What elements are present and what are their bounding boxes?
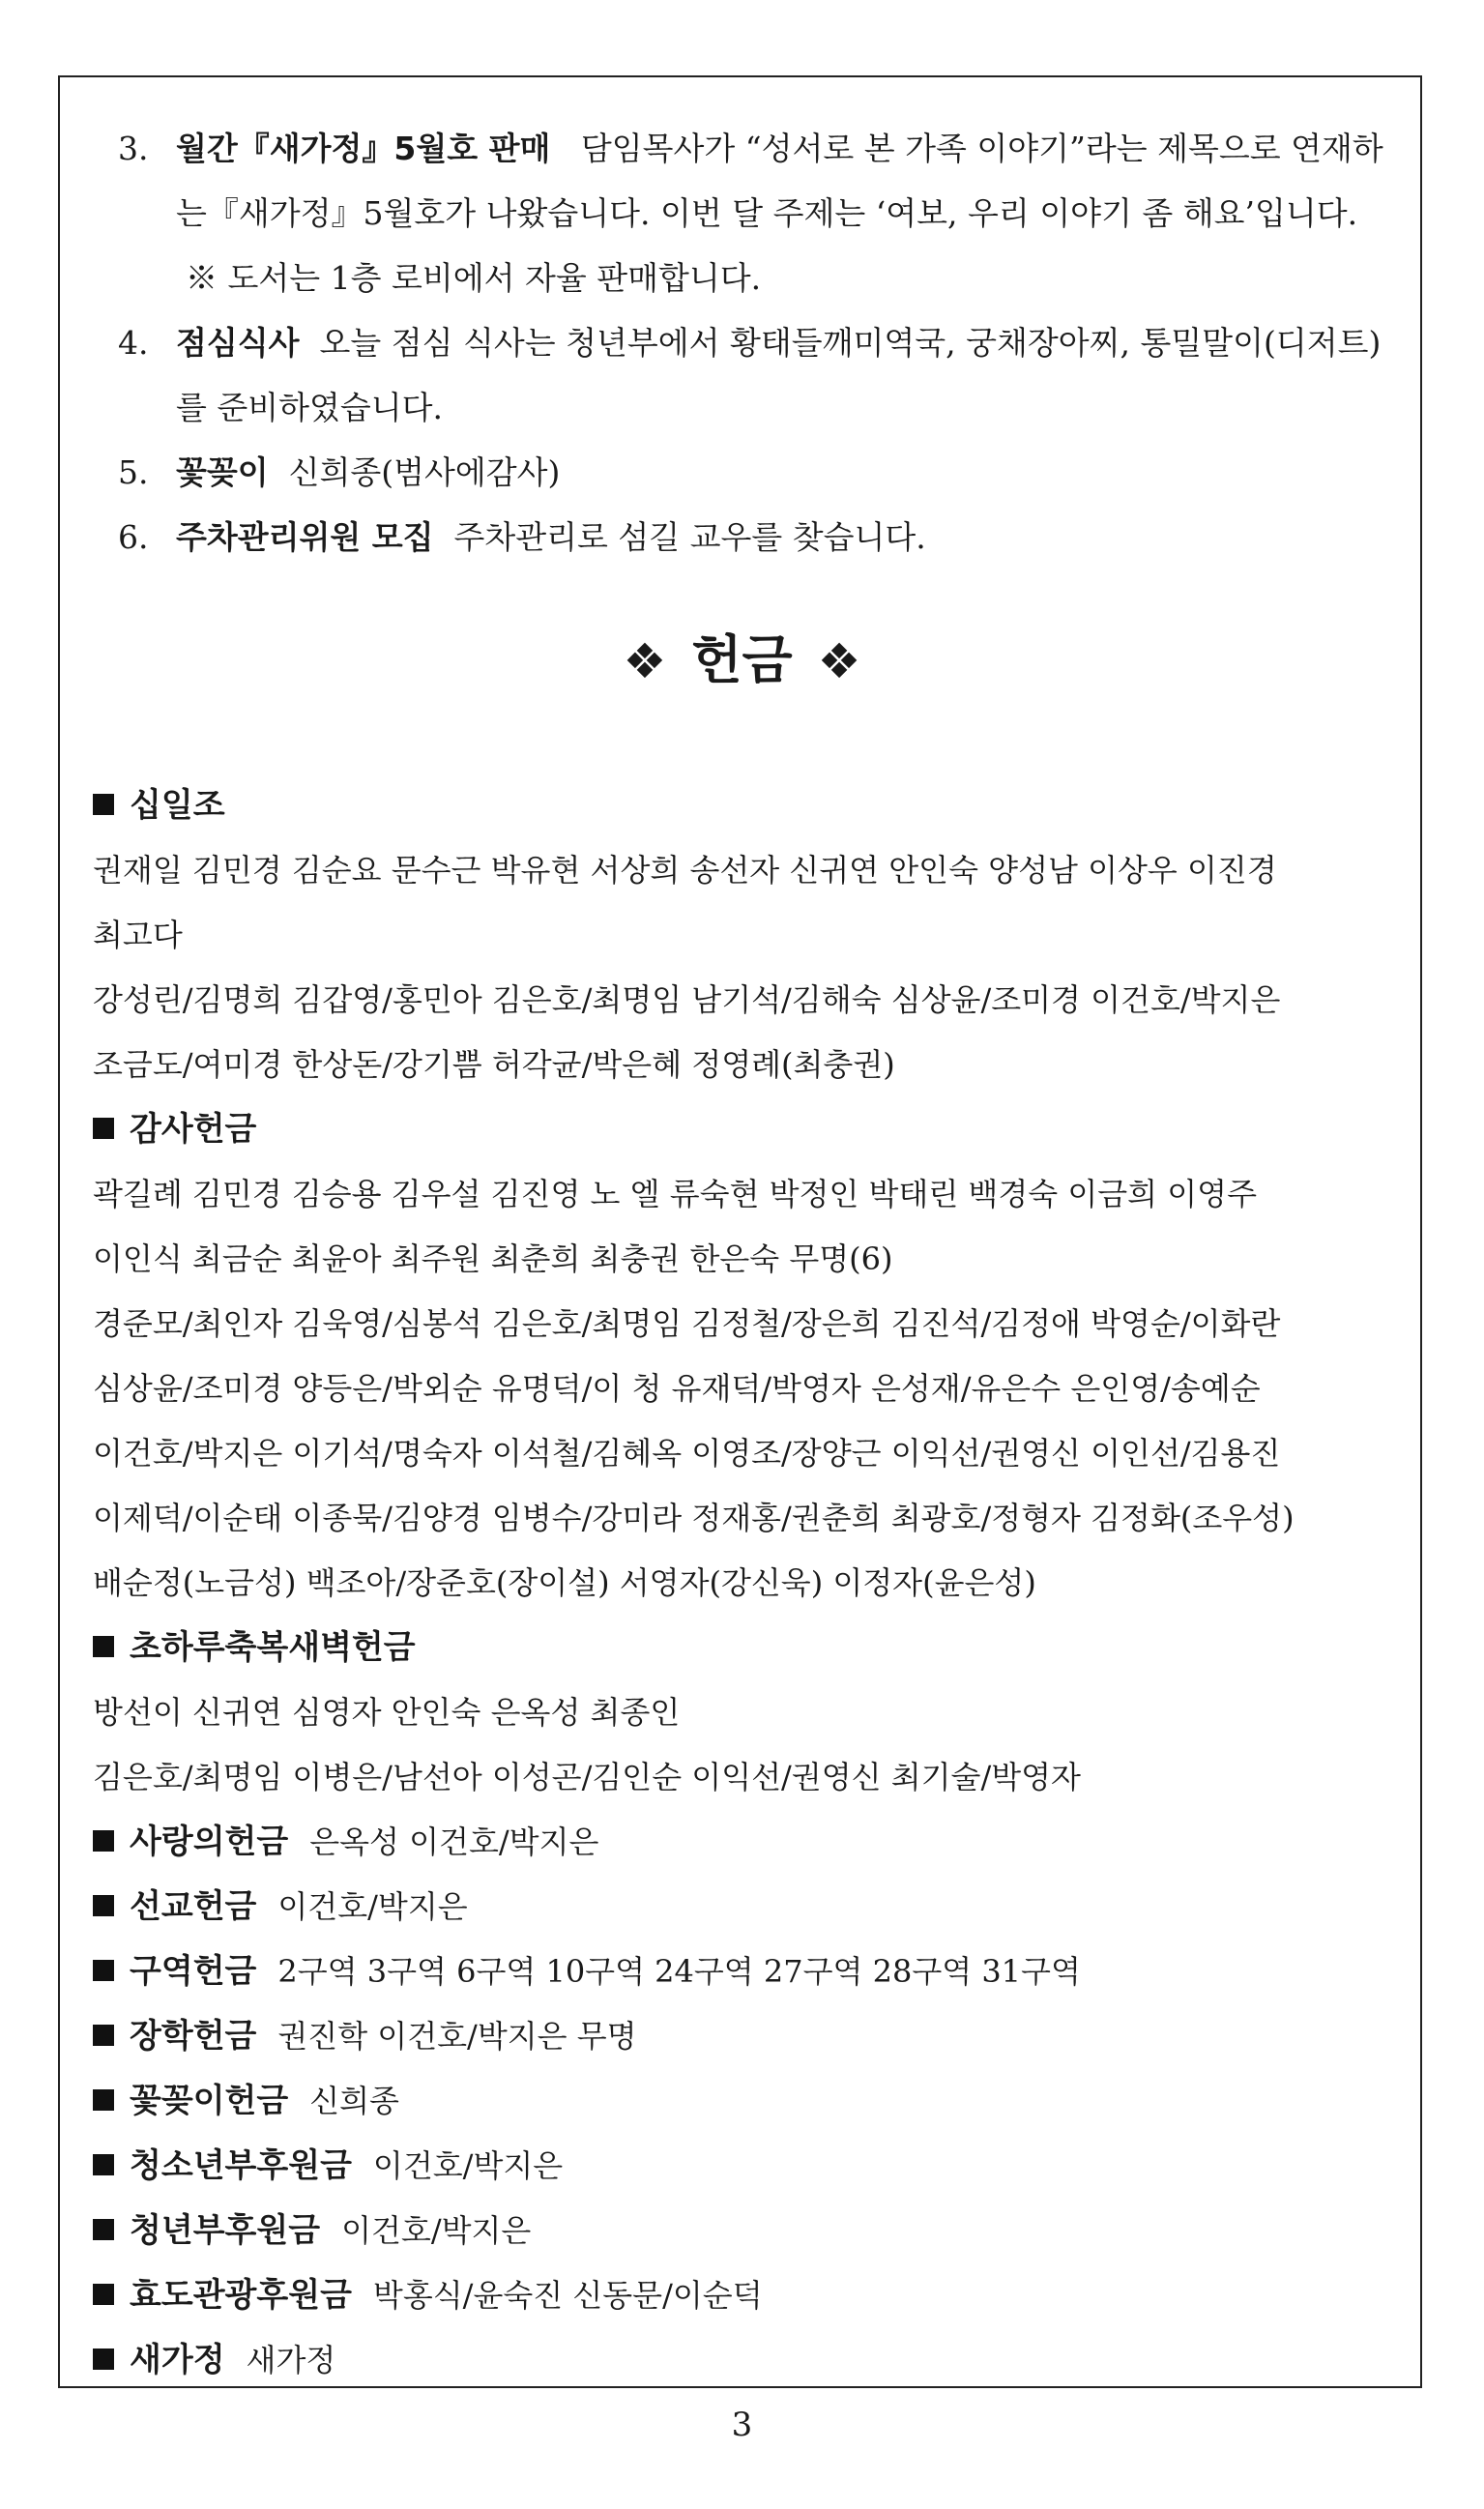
offering-list [93, 773, 1408, 2393]
offering-heading: 헌금 [691, 629, 793, 690]
offering-category-mission [93, 1875, 1408, 1940]
square-bullet-icon [93, 2154, 114, 2175]
category-label: 효도관광후원금 [130, 2276, 352, 2315]
category-label: 선교헌금 [130, 1887, 257, 1926]
bulletin-frame [58, 75, 1422, 2388]
diamond-ornament-icon: ❖ [623, 633, 667, 689]
notice-item-3 [118, 116, 1404, 310]
names-line: 곽길례 김민경 김승용 김우설 김진영 노 엘 류숙현 박정인 박태린 백경숙 이금희 이영주 [93, 1176, 1257, 1212]
names-line: 조금도/여미경 한상돈/강기쁨 허각균/박은혜 정영례(최충권) [93, 1046, 895, 1083]
offering-category-new-family [93, 2328, 1408, 2393]
names-line: 방선이 신귀연 심영자 안인숙 은옥성 최종인 [93, 1694, 681, 1731]
notice-title: 주차관리위원 모집 [176, 518, 434, 556]
square-bullet-icon [93, 1830, 114, 1852]
names-line: 심상윤/조미경 양등은/박외순 유명덕/이 청 유재덕/박영자 은성재/유은수 은인영/송예순 [93, 1370, 1261, 1407]
offering-category-tithe [93, 773, 1408, 838]
category-value: 은옥성 이건호/박지은 [309, 1823, 599, 1860]
category-value: 새가정 [246, 2342, 336, 2378]
notice-item-5 [118, 440, 1404, 505]
category-label: 초하루축복새벽헌금 [130, 1628, 416, 1667]
square-bullet-icon [93, 2089, 114, 2111]
notice-title: 월간『새가정』5월호 판매 [176, 130, 551, 167]
names-line: 강성린/김명희 김갑영/홍민아 김은호/최명임 남기석/김해숙 심상윤/조미경 이건호/박지은 [93, 981, 1281, 1018]
notice-number: 3. [118, 130, 149, 167]
category-label: 감사헌금 [130, 1110, 257, 1149]
notice-note: ※ 도서는 1층 로비에서 자율 판매합니다. [186, 259, 762, 297]
notice-number: 4. [118, 324, 149, 362]
square-bullet-icon [93, 2219, 114, 2240]
names-line: 권재일 김민경 김순요 문수근 박유현 서상희 송선자 신귀연 안인숙 양성남 이상우 이진경 [93, 852, 1277, 889]
notice-text: 주차관리로 섬길 교우를 찾습니다. [453, 518, 926, 556]
names-line: 최고다 [93, 917, 183, 953]
offering-category-youth-support [93, 2134, 1408, 2199]
offering-category-scholarship [93, 2004, 1408, 2069]
category-label: 구역헌금 [130, 1952, 257, 1991]
square-bullet-icon [93, 2025, 114, 2046]
square-bullet-icon [93, 1118, 114, 1139]
notice-text: 신희종(범사에감사) [288, 453, 561, 491]
offering-category-thanksgiving [93, 1097, 1408, 1162]
offering-category-love [93, 1810, 1408, 1875]
category-value: 이건호/박지은 [341, 2212, 532, 2249]
category-value: 권진학 이건호/박지은 무명 [277, 2018, 637, 2055]
offering-category-young-adult-support [93, 2199, 1408, 2263]
notice-continuation: 를 준비하였습니다. [176, 389, 444, 426]
category-value: 2구역 3구역 6구역 10구역 24구역 27구역 28구역 31구역 [277, 1953, 1081, 1990]
names-line: 이인식 최금순 최윤아 최주원 최춘희 최충권 한은숙 무명(6) [93, 1240, 893, 1277]
names-line: 김은호/최명임 이병은/남선아 이성곤/김인순 이익선/권영신 최기술/박영자 [93, 1759, 1081, 1795]
names-line: 이제덕/이순태 이종묵/김양경 임병수/강미라 정재홍/권춘희 최광호/정형자 김정화(조우성) [93, 1500, 1295, 1536]
notice-number: 5. [118, 453, 149, 491]
category-label: 사랑의헌금 [130, 1823, 289, 1861]
square-bullet-icon [93, 794, 114, 815]
notice-item-6 [118, 505, 1404, 569]
notice-text: 오늘 점심 식사는 청년부에서 황태들깨미역국, 궁채장아찌, 통밀말이(디저트) [319, 324, 1382, 362]
category-value: 이건호/박지은 [277, 1888, 468, 1925]
category-value: 이건호/박지은 [372, 2147, 564, 2184]
notice-text: 담임목사가 “성서로 본 가족 이야기”라는 제목으로 연재하 [580, 130, 1383, 167]
square-bullet-icon [93, 1960, 114, 1981]
square-bullet-icon [93, 1895, 114, 1916]
category-label: 청년부후원금 [130, 2211, 321, 2250]
notice-list [118, 116, 1404, 569]
category-value: 박홍식/윤숙진 신동문/이순덕 [372, 2277, 763, 2314]
names-line: 경준모/최인자 김욱영/심봉석 김은호/최명임 김정철/장은희 김진석/김정애 박영순/이화란 [93, 1305, 1281, 1342]
square-bullet-icon [93, 2349, 114, 2370]
notice-title: 점심식사 [176, 324, 300, 362]
names-line: 이건호/박지은 이기석/명숙자 이석철/김혜옥 이영조/장양근 이익선/권영신 이인선/김용진 [93, 1435, 1281, 1472]
category-label: 청소년부후원금 [130, 2146, 352, 2185]
category-label: 십일조 [130, 786, 225, 825]
category-label: 꽃꽂이헌금 [130, 2082, 289, 2120]
category-label: 장학헌금 [130, 2017, 257, 2056]
notice-item-4 [118, 310, 1404, 440]
offering-category-flower [93, 2069, 1408, 2134]
notice-continuation: 는『새가정』5월호가 나왔습니다. 이번 달 주제는 ‘여보, 우리 이야기 좀 해요’입니다. [176, 194, 1358, 232]
offering-section-title [60, 627, 1424, 695]
offering-category-filial-support [93, 2263, 1408, 2328]
diamond-ornament-icon: ❖ [817, 633, 861, 689]
notice-title: 꽃꽂이 [176, 453, 269, 491]
notice-number: 6. [118, 518, 149, 556]
page-number: 3 [731, 2406, 753, 2444]
offering-category-dawn [93, 1616, 1408, 1680]
names-line: 배순정(노금성) 백조아/장준호(장이설) 서영자(강신욱) 이정자(윤은성) [93, 1564, 1036, 1601]
category-label: 새가정 [130, 2341, 225, 2379]
square-bullet-icon [93, 1636, 114, 1657]
category-value: 신희종 [309, 2083, 399, 2119]
square-bullet-icon [93, 2284, 114, 2305]
offering-category-district [93, 1940, 1408, 2004]
